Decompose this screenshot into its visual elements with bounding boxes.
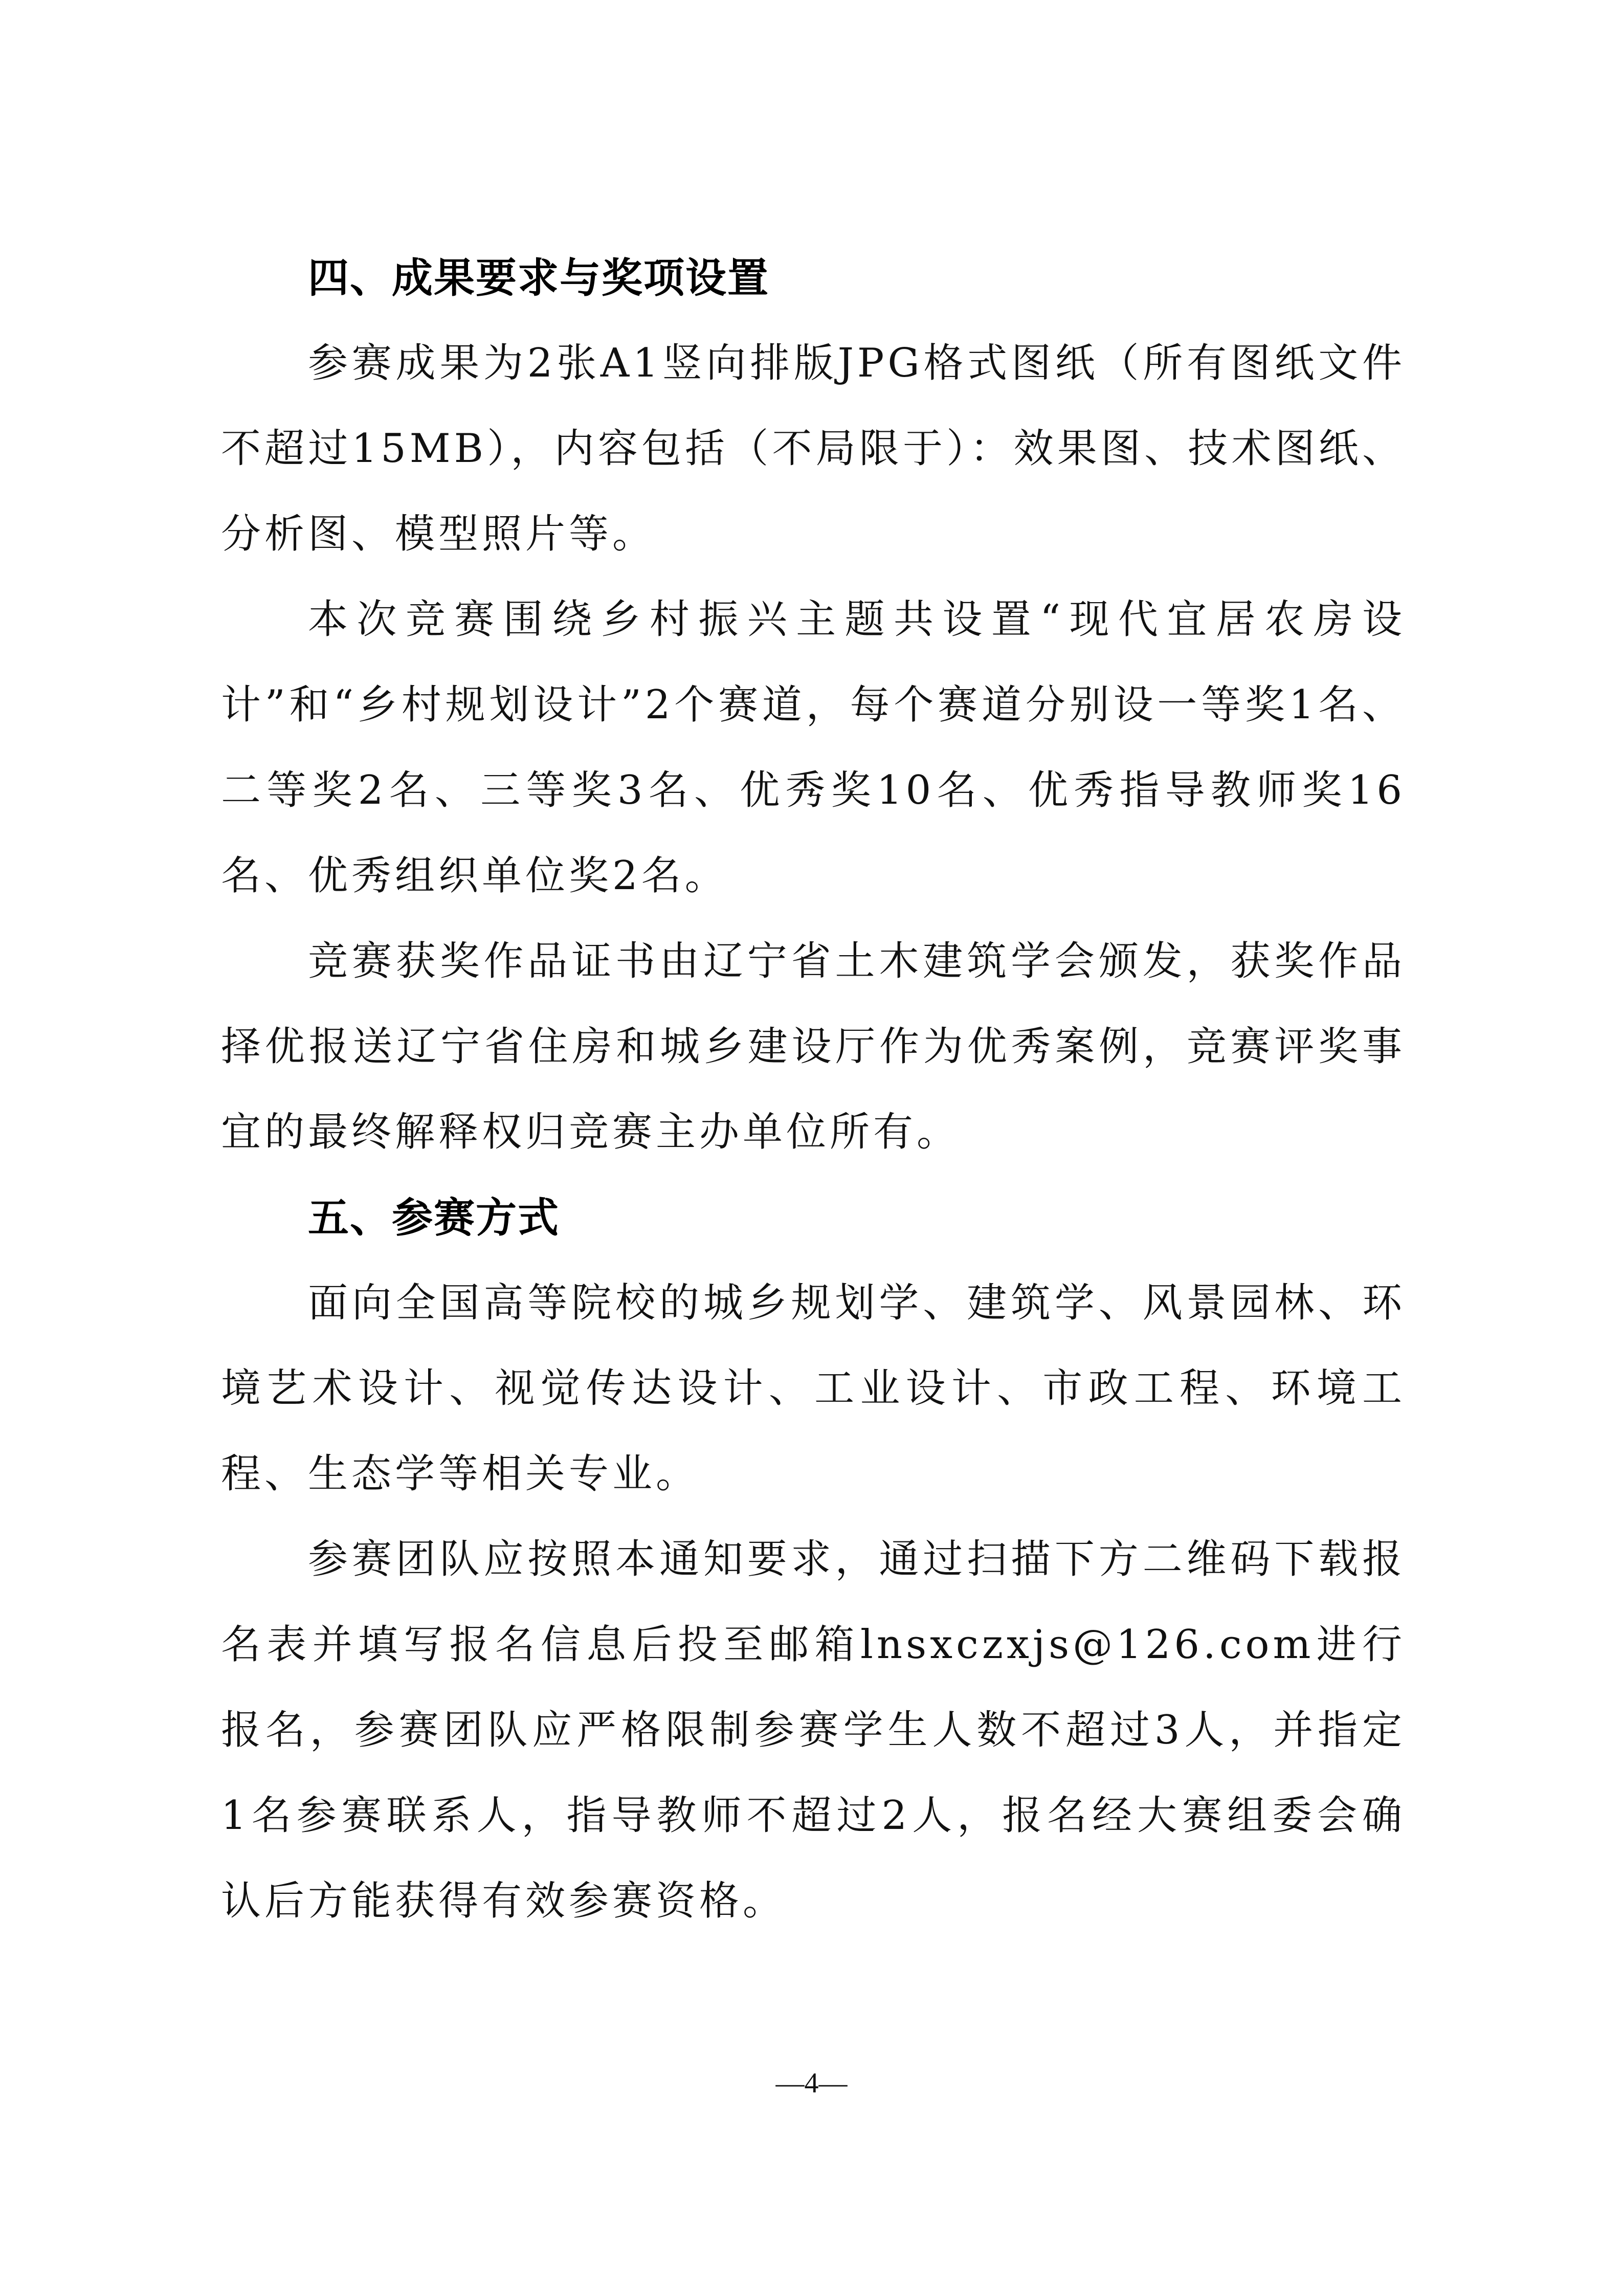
section-heading-awards: 四、成果要求与奖项设置 — [308, 254, 769, 302]
page-number: —4— — [775, 2067, 848, 2099]
section-heading-participation: 五、参赛方式 — [308, 1194, 560, 1242]
paragraph-submission-requirements: 参赛成果为2张A1竖向排版JPG格式图纸（所有图纸文件不超过15MB），内容包括（不局限于）：效果图、技术图纸、分析图、模型照片等。 — [221, 340, 1406, 557]
page-content — [221, 235, 1406, 1944]
paragraph-eligible-majors: 面向全国高等院校的城乡规划学、建筑学、风景园林、环境艺术设计、视觉传达设计、工业设计、市政工程、环境工程、生态学等相关专业。 — [221, 1280, 1406, 1497]
paragraph-registration: 参赛团队应按照本通知要求，通过扫描下方二维码下载报名表并填写报名信息后投至邮箱lnsxczxjs@126.com进行报名，参赛团队应严格限制参赛学生人数不超过3人，并指定1名参赛联系人，指导教师不超过2人，报名经大赛组委会确认后方能获得有效参赛资格。 — [221, 1536, 1406, 1924]
paragraph-award-settings: 本次竞赛围绕乡村振兴主题共设置“现代宜居农房设计”和“乡村规划设计”2个赛道，每个赛道分别设一等奖1名、二等奖2名、三等奖3名、优秀奖10名、优秀指导教师奖16名、优秀组织单位奖2名。 — [221, 597, 1406, 899]
paragraph-certificates: 竞赛获奖作品证书由辽宁省土木建筑学会颁发，获奖作品择优报送辽宁省住房和城乡建设厅作为优秀案例，竞赛评奖事宜的最终解释权归竞赛主办单位所有。 — [221, 938, 1406, 1155]
